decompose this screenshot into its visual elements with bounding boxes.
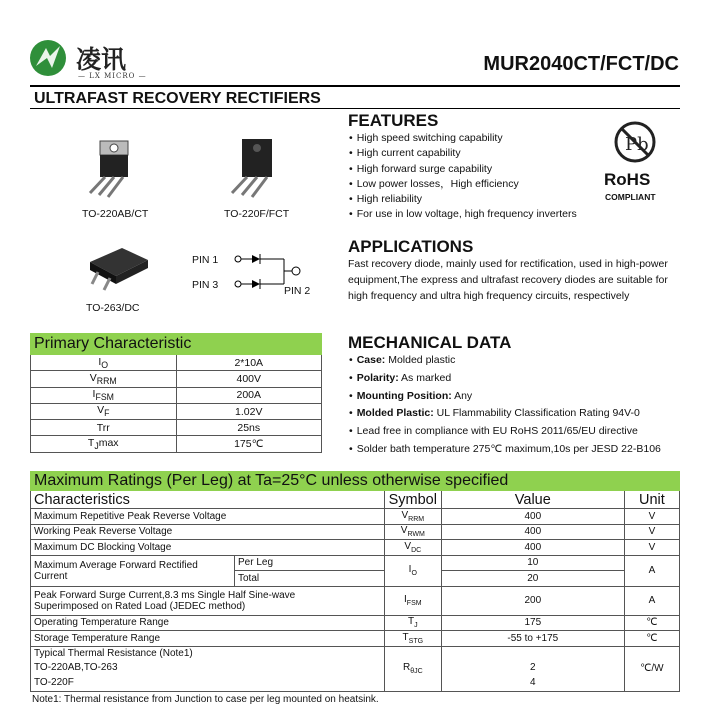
table-row [31,403,322,419]
row-symbol: $R_{\theta JC}$ [384,646,441,691]
package-label-to263: TO-263/DC [86,302,140,314]
col-header: Characteristics [31,491,385,509]
pin1-label: PIN 1 [192,254,219,266]
param-symbol: Trr [31,420,177,436]
brand-sub: — LX MICRO — [78,72,147,80]
mechanical-title: MECHANICAL DATA [348,333,512,352]
list-item: • High forward surge capability [349,162,577,177]
package-label-to220ab: TO-220AB/CT [82,208,149,220]
list-item [349,388,661,406]
brand-name: 凌讯 [76,45,127,74]
row-name: Maximum DC Blocking Voltage [31,540,385,556]
mech-value: As marked [398,371,452,384]
col-header: Symbol [384,491,441,509]
row-symbol: $V_{RRM}$ [384,509,441,525]
mech-value: Lead free in compliance with EU RoHS 2011/65/EU directive [356,425,638,438]
param-symbol: $I_{FSM}$ [31,387,177,403]
row-symbol: $V_{DC}$ [384,540,441,556]
row-subname: Total [235,571,385,587]
row-unit: V [624,540,679,556]
row-unit: A [624,586,679,615]
mech-label: Mounting Position: [356,389,452,402]
table-row [31,355,322,371]
to220ab-package-icon [70,135,160,200]
col-header: Value [441,491,624,509]
maximum-ratings-table [30,471,680,692]
row-unit: ℃ [624,631,679,647]
row-value: 400 [441,524,624,540]
mech-value: UL Flammability Classification Rating 94V-0 [433,407,640,420]
list-item [349,441,661,459]
table-row [31,509,680,525]
row-unit: ℃ [624,615,679,631]
primary-characteristic-table [30,333,322,453]
param-symbol: $V_{RRM}$ [31,371,177,387]
param-value: 175℃ [176,436,322,452]
applications-text: Fast recovery diode, mainly used for rectification, used in high-power equipment,The express and ultrafast recovery diodes are suitable for high frequency and ultra high frequency circuits, respectively [348,258,668,302]
mechanical-list [349,352,661,459]
list-item: • High reliability [349,192,577,207]
param-symbol: $V_F$ [31,403,177,419]
row-name: Maximum Average Forward Rectified Current [31,555,235,586]
row-name: Operating Temperature Range [31,615,385,631]
list-item: • High speed switching capability [349,131,577,146]
page-subtitle: ULTRAFAST RECOVERY RECTIFIERS [34,90,321,107]
table-row [31,387,322,403]
row-unit: V [624,509,679,525]
row-symbol: $I_{FSM}$ [384,586,441,615]
mech-value: Molded plastic [385,354,456,366]
param-value: 400V [176,371,322,387]
rohs-label: RoHS [604,170,651,189]
row-subname: Per Leg [235,555,385,571]
diode-schematic-icon [232,250,304,292]
mech-label: Molded Plastic: [356,407,434,420]
param-symbol: $I_O$ [31,355,177,371]
part-number: MUR2040CT/FCT/DC [483,53,679,75]
mech-value: Any [451,389,473,402]
param-symbol: $T_J\max$ [31,436,177,452]
row-symbol: $T_{STG}$ [384,631,441,647]
row-value: 400 [441,509,624,525]
col-header: Unit [624,491,679,509]
table-row [31,615,680,631]
row-symbol: $V_{RWM}$ [384,524,441,540]
list-item [349,352,661,370]
table-row [31,555,680,571]
max-ratings-title: Maximum Ratings (Per Leg) at Ta=25°C unless otherwise specified [31,472,680,491]
list-item: • For use in low voltage, high frequency inverters [349,207,577,222]
table-row [31,420,322,436]
table-row [31,631,680,647]
row-value: 200 [441,586,624,615]
rohs-compliant: COMPLIANT [605,192,656,202]
footnote: Note1: Thermal resistance from Junction to case per leg mounted on heatsink. [32,694,379,705]
features-list [349,131,577,223]
primary-title: Primary Characteristic [31,334,322,355]
package-label-to220f: TO-220F/FCT [224,208,290,220]
table-row [31,371,322,387]
row-value: 175 [441,615,624,631]
pin2-label: PIN 2 [284,285,311,297]
list-item [349,370,661,388]
table-row [31,524,680,540]
list-item [349,423,661,441]
row-symbol: $I_O$ [384,555,441,586]
header-divider [30,85,680,87]
param-value: 25ns [176,420,322,436]
list-item: • High current capability [349,146,577,161]
param-value: 2*10A [176,355,322,371]
table-row [31,586,680,615]
row-value: 400 [441,540,624,556]
table-row [31,540,680,556]
mech-label: Case: [356,354,386,366]
row-value: -55 to +175 [441,631,624,647]
param-value: 200A [176,387,322,403]
to263-package-icon [82,240,162,300]
to220f-package-icon [210,135,300,200]
lx-logo-icon [30,40,66,76]
list-item: • Low power losses，High efficiency [349,177,577,192]
row-name: Typical Thermal Resistance (Note1) TO-220AB,TO-263 TO-220F [31,646,385,691]
applications-title: APPLICATIONS [348,237,474,256]
mech-label: Polarity: [356,371,399,384]
row-name: Storage Temperature Range [31,631,385,647]
row-value: 20 [441,571,624,587]
row-unit: V [624,524,679,540]
subtitle-divider [30,108,680,109]
pin3-label: PIN 3 [192,279,219,291]
param-value: 1.02V [176,403,322,419]
row-name: Maximum Repetitive Peak Reverse Voltage [31,509,385,525]
list-item [349,405,661,423]
row-name: Peak Forward Surge Current,8.3 ms Single Half Sine-wave Superimposed on Rated Load (JEDEC method) [31,586,385,615]
row-name: Working Peak Reverse Voltage [31,524,385,540]
features-title: FEATURES [348,111,439,130]
pb-free-icon [613,120,657,164]
table-row [31,436,322,452]
row-unit: ℃/W [624,646,679,691]
row-value: 2 4 [441,646,624,691]
table-row [31,646,680,691]
row-unit: A [624,555,679,586]
row-value: 10 [441,555,624,571]
table-header-row [31,491,680,509]
mech-value: Solder bath temperature 275℃ maximum,10s per JESD 22-B106 [356,442,661,455]
row-symbol: $T_J$ [384,615,441,631]
pb-text: Pb [625,134,649,155]
